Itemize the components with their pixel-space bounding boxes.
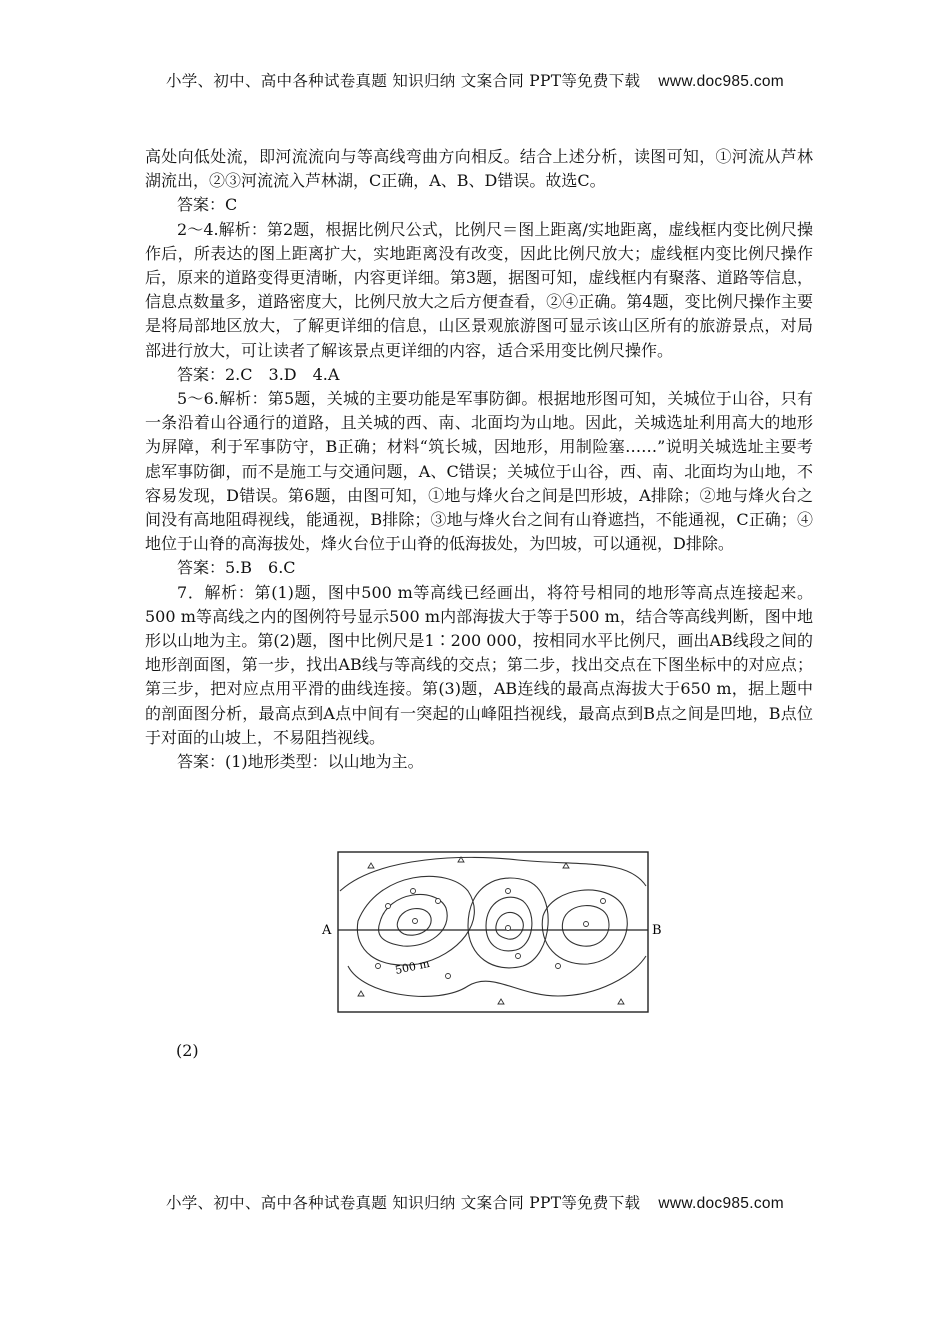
contour-value-label: 500 m [393, 956, 431, 977]
footer-site[interactable]: www.doc985.com [658, 1195, 785, 1212]
contour-lines [340, 857, 646, 996]
paragraph: 2～4.解析：第2题，根据比例尺公式，比例尺＝图上距离/实地距离，虚线框内变比例尺操作后，所表达的图上距离扩大，实地距离没有改变，因此比例尺放大；虚线框内变比例尺操作后，原来的道路变得更清晰，内容更详细。第3题，据图可知，虚线框内有聚落、道路等信息，信息点数量多，道路密度大，比例尺放大之后方便查看，②④正确。第4题，变比例尺操作主要是将局部地区放大，了解更详细的信息，山区景观旅游图可显示该山区所有的旅游景点，对局部进行放大，可让读者了解该景点更详细的内容，适合采用变比例尺操作。 [145, 219, 813, 360]
answer-content [145, 145, 813, 774]
sub-question-label: (2) [176, 1041, 199, 1060]
page-footer [0, 1191, 950, 1213]
answer-line: 答案：C [177, 195, 238, 215]
answer-line: 答案：(1)地形类型：以山地为主。 [177, 752, 424, 772]
header-text: 小学、初中、高中各种试卷真题 知识归纳 文案合同 PPT等免费下载 [165, 72, 641, 90]
footer-text: 小学、初中、高中各种试卷真题 知识归纳 文案合同 PPT等免费下载 [165, 1194, 641, 1212]
paragraph: 高处向低处流，即河流流向与等高线弯曲方向相反。结合上述分析，读图可知，①河流从芦林湖流出，②③河流流入芦林湖，C正确，A、B、D错误。故选C。 [145, 147, 813, 191]
point-a-label: A [322, 923, 332, 938]
contour-map-figure [318, 846, 668, 1016]
point-b-label: B [652, 923, 662, 938]
answer-line: 答案：5.B 6.C [177, 558, 296, 578]
answer-line: 答案：2.C 3.D 4.A [177, 364, 340, 384]
paragraph: 5～6.解析：第5题，关城的主要功能是军事防御。根据地形图可知，关城位于山谷，只有一条沿着山谷通行的道路，且关城的西、南、北面均为山地。因此，关城选址利用高大的地形为屏障，利于军事防守，B正确；材料“筑长城，因地形，用制险塞……”说明关城选址主要考虑军事防御，而不是施工与交通问题，A、C错误；关城位于山谷，西、南、北面均为山地，不容易发现，D错误。第6题，由图可知，①地与烽火台之间是凹形坡，A排除；②地与烽火台之间没有高地阻碍视线，能通视，B排除；③地与烽火台之间有山脊遮挡，不能通视，C正确；④地位于山脊的高海拔处，烽火台位于山脊的低海拔处，为凹坡，可以通视，D排除。 [145, 389, 813, 554]
page-header [0, 69, 950, 91]
header-site[interactable]: www.doc985.com [658, 73, 785, 90]
paragraph: 7．解析：第(1)题，图中500 m等高线已经画出，将符号相同的地形等高点连接起来。500 m等高线之内的图例符号显示500 m内部海拔大于等于500 m，结合等高线判断，图中地形以山地为主。第(2)题，图中比例尺是1∶200 000，按相同水平比例尺，画出AB线段之间的地形剖面图，第一步，找出AB线与等高线的交点；第二步，找出交点在下图坐标中的对应点；第三步，把对应点用平滑的曲线连接。第(3)题，AB连线的最高点海拔大于650 m，据上题中的剖面图分析，最高点到A点中间有一突起的山峰阻挡视线，最高点到B点之间是凹地，B点位于对面的山坡上，不易阻挡视线。 [145, 582, 813, 747]
